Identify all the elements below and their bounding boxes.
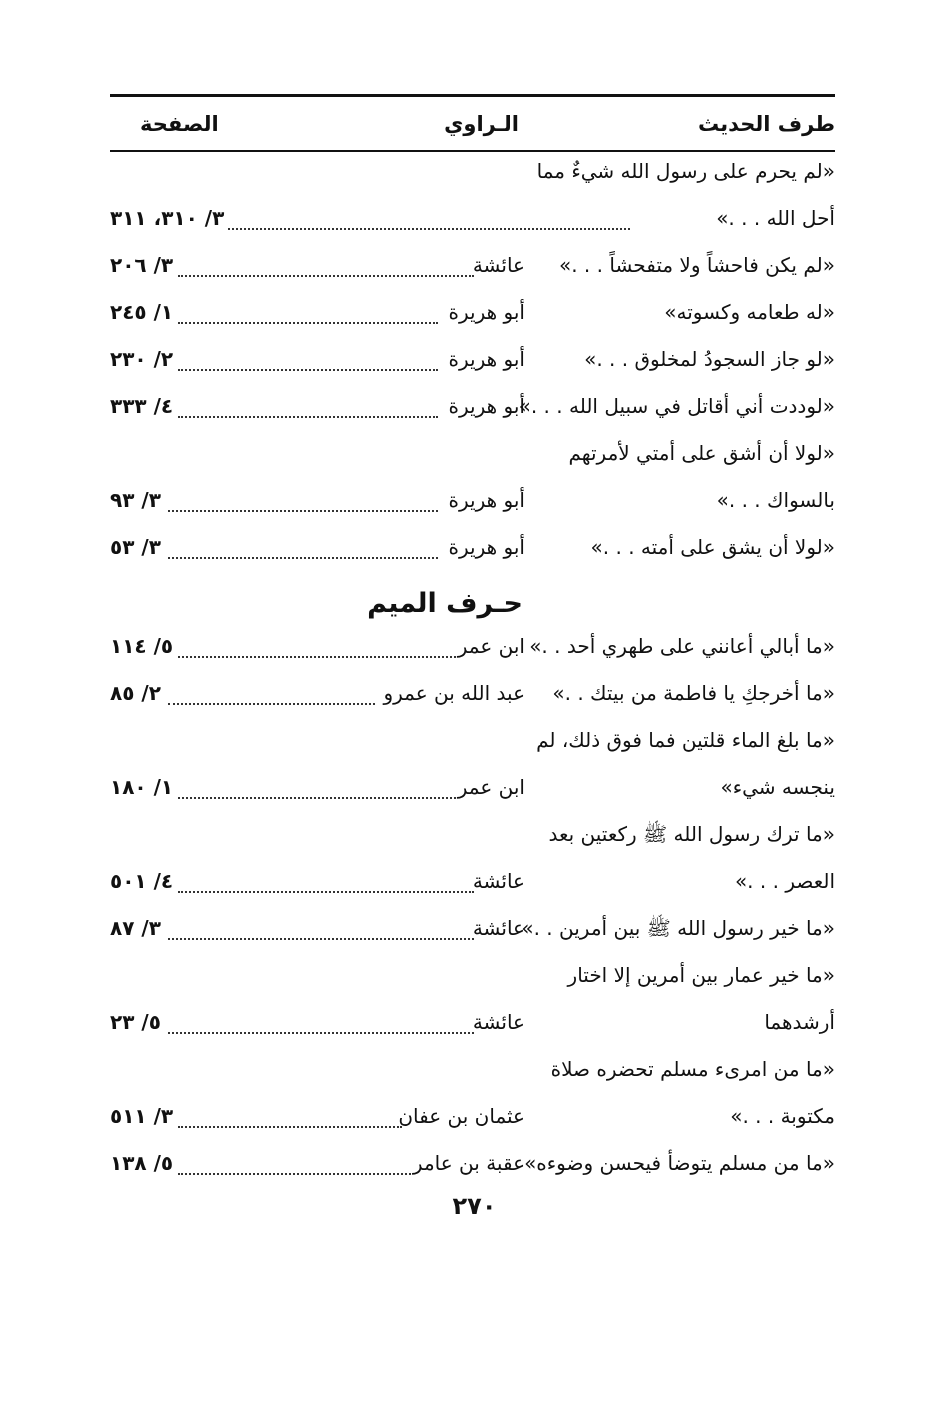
hadith-text: ينجسه شيء» [720,775,835,799]
narrator-name: ابن عمر [457,634,525,658]
entry-line [110,206,835,240]
entry-line [110,916,835,950]
column-header-page: الصفحة [140,112,219,136]
hadith-text: «لوددت أني أقاتل في سبيل الله . . .» [518,394,835,418]
narrator-name: أبو هريرة [448,300,525,324]
leader-dots [178,402,438,418]
hadith-text: العصر . . .» [734,869,835,893]
page-reference: ٣/ ٩٣ [110,488,161,512]
leader-dots [168,1018,474,1034]
hadith-text: بالسواك . . .» [716,488,835,512]
entry-line [110,1104,835,1138]
hadith-text: «لولا أن يشق على أمته . . .» [590,535,835,559]
narrator-name: عثمان بن عفان [398,1104,525,1128]
narrator-name: أبو هريرة [448,394,525,418]
page-reference: ٣/ ٢٠٦ [110,253,174,277]
leader-dots [178,261,474,277]
entry-line [110,347,835,381]
narrator-name: ابن عمر [457,775,525,799]
page-reference: ٣/ ٨٧ [110,916,161,940]
hadith-text: «ما أخرجكِ يا فاطمة من بيتك . .» [552,681,835,705]
entry-line [110,394,835,428]
hadith-text: «ما من مسلم يتوضأ فيحسن وضوءه» [524,1151,835,1175]
leader-dots [168,496,438,512]
top-rule [110,94,835,97]
entry-line [110,1057,835,1091]
entry-line [110,488,835,522]
narrator-name: عائشة [472,1010,525,1034]
entry-line [110,634,835,668]
leader-dots [228,214,630,230]
section-title: حـرف الميم [367,588,523,619]
page-reference: ٤/ ٥٠١ [110,869,174,893]
narrator-name: أبو هريرة [448,535,525,559]
hadith-text: «له طعامه وكسوته» [664,300,835,324]
leader-dots [168,689,375,705]
page-number: ٢٧٠ [452,1192,497,1220]
page-reference: ٣/ ٥١١ [110,1104,174,1128]
entry-line [110,300,835,334]
page-reference: ٣/ ٥٣ [110,535,161,559]
leader-dots [178,355,438,371]
entry-line [110,681,835,715]
hadith-text: «ما خير رسول الله ﷺ بين أمرين . .» [521,916,835,940]
entry-line [110,159,835,193]
hadith-text: «لولا أن أشق على أمتي لأمرتهم [568,441,835,465]
entry-line [110,775,835,809]
leader-dots [178,308,438,324]
leader-dots [168,924,474,940]
page-reference: ٢/ ٢٣٠ [110,347,174,371]
leader-dots [178,642,456,658]
hadith-text: «لو جاز السجودُ لمخلوق . . .» [584,347,835,371]
header-rule [110,150,835,152]
leader-dots [178,877,474,893]
entry-line [110,822,835,856]
leader-dots [178,1159,411,1175]
narrator-name: أبو هريرة [448,488,525,512]
hadith-text: «ما بلغ الماء قلتين فما فوق ذلك، لم [536,728,835,752]
hadith-text: «ما خير عمار بين أمرين إلا اختار [567,963,835,987]
entry-line [110,441,835,475]
hadith-text: «ما أبالي أعانني على طهري أحد . .» [529,634,835,658]
leader-dots [178,783,456,799]
page-reference: ٤/ ٣٣٣ [110,394,174,418]
entry-line [110,535,835,569]
page-reference: ٣/ ٣١٠، ٣١١ [110,206,225,230]
page-reference: ١/ ١٨٠ [110,775,174,799]
hadith-text: «لم يكن فاحشاً ولا متفحشاً . . .» [558,253,835,277]
hadith-text: أحل الله . . .» [716,206,835,230]
leader-dots [168,543,438,559]
hadith-text: «ما من امرىء مسلم تحضره صلاة [550,1057,835,1081]
page-reference: ١/ ٢٤٥ [110,300,174,324]
page-reference: ٥/ ٢٣ [110,1010,161,1034]
entry-line [110,253,835,287]
hadith-text: مكتوبة . . .» [730,1104,835,1128]
entry-line [110,1151,835,1185]
hadith-text: «ما ترك رسول الله ﷺ ركعتين بعد [548,822,835,846]
entry-line [110,869,835,903]
hadith-text: أرشدهما [764,1010,835,1034]
leader-dots [178,1112,402,1128]
entry-line [110,963,835,997]
narrator-name: عبد الله بن عمرو [383,681,525,705]
page-reference: ٥/ ١١٤ [110,634,174,658]
narrator-name: عائشة [472,916,525,940]
page-reference: ٢/ ٨٥ [110,681,161,705]
entry-line [110,1010,835,1044]
column-header-hadith: طرف الحديث [697,112,835,136]
hadith-text: «لم يحرم على رسول الله شيءٌ مما [536,159,835,183]
page-reference: ٥/ ١٣٨ [110,1151,174,1175]
narrator-name: أبو هريرة [448,347,525,371]
entry-line [110,728,835,762]
column-header-narrator: الـراوي [444,112,519,136]
narrator-name: عائشة [472,253,525,277]
narrator-name: عائشة [472,869,525,893]
narrator-name: عقبة بن عامر [412,1151,525,1175]
